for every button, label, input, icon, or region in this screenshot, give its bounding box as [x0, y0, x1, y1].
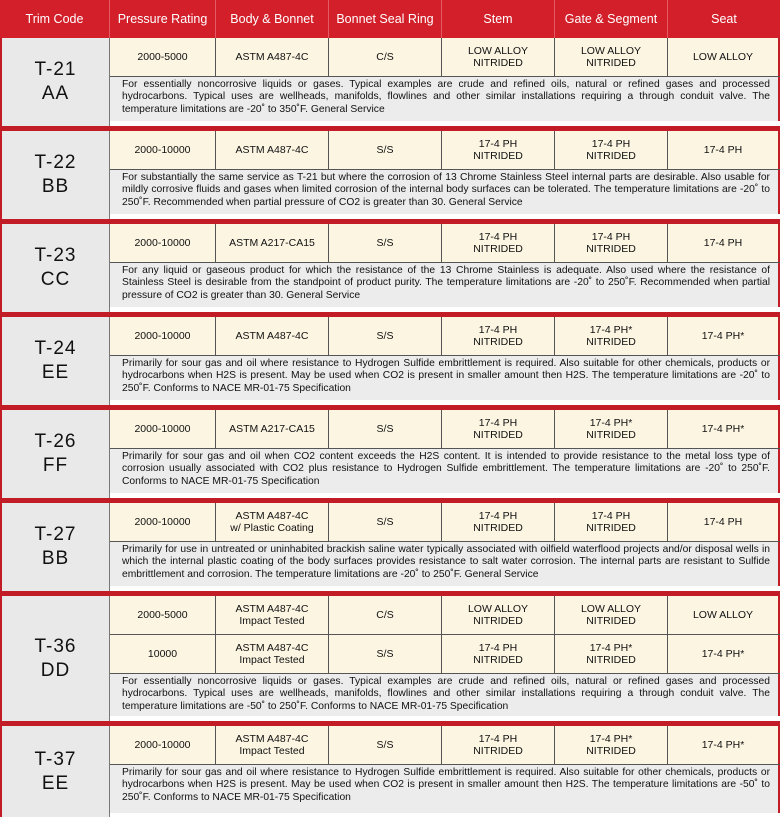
spec-row: [110, 410, 780, 449]
spec-row: [110, 503, 780, 542]
pressure-rating-cell: 2000-10000: [110, 131, 216, 169]
trim-details: [110, 224, 780, 312]
trim-letters: FF: [42, 455, 69, 476]
trim-code: T-37: [34, 748, 77, 770]
trim-details: [110, 38, 780, 126]
body-bonnet-cell: ASTM A487-4C: [216, 317, 329, 355]
stem-cell: 17-4 PH NITRIDED: [442, 635, 555, 673]
header-stem: Stem: [442, 0, 555, 38]
gate-segment-cell: 17-4 PH NITRIDED: [555, 131, 668, 169]
seat-cell: 17-4 PH: [668, 503, 780, 541]
trim-group: [0, 726, 780, 817]
trim-code: T-36: [34, 635, 77, 657]
trim-letters: CC: [40, 269, 71, 290]
stem-cell: LOW ALLOY NITRIDED: [442, 596, 555, 634]
trim-letters: EE: [41, 362, 70, 383]
trim-description: For essentially noncorrosive liquids or gases. Typical examples are crude and refined oils, natural or refined gases and processed hydrocarbons. Typical uses are wellheads, manifolds, flowlines and other similar installations requiring a through conduit valve. The temperature limitations are -20˚ to 350˚F. General Service: [110, 77, 780, 121]
trim-group: [0, 503, 780, 596]
trim-code: T-21: [34, 59, 77, 80]
spec-row: [110, 596, 780, 635]
bonnet-seal-ring-cell: C/S: [329, 38, 442, 76]
trim-code-cell: [0, 38, 110, 126]
bonnet-seal-ring-cell: S/S: [329, 410, 442, 448]
trim-description: For essentially noncorrosive liquids or gases. Typical examples are crude and refined oils, natural or refined gases and processed hydrocarbons. Typical uses are wellheads, manifolds, flowlines and other similar installations requiring a through conduit valve. The temperature limitations are -50˚ to 250˚F. Conforms to NACE MR-01-75 Specification: [110, 674, 780, 716]
spec-row: [110, 635, 780, 674]
pressure-rating-cell: 2000-5000: [110, 38, 216, 76]
body-bonnet-cell: ASTM A487-4C w/ Plastic Coating: [216, 503, 329, 541]
trim-groups: [0, 38, 780, 817]
gate-segment-cell: 17-4 PH* NITRIDED: [555, 410, 668, 448]
seat-cell: 17-4 PH*: [668, 410, 780, 448]
trim-details: [110, 131, 780, 219]
trim-letters: EE: [41, 772, 70, 794]
pressure-rating-cell: 2000-5000: [110, 596, 216, 634]
seat-cell: 17-4 PH: [668, 131, 780, 169]
pressure-rating-cell: 2000-10000: [110, 503, 216, 541]
seat-cell: 17-4 PH*: [668, 317, 780, 355]
trim-details: [110, 317, 780, 405]
bonnet-seal-ring-cell: S/S: [329, 635, 442, 673]
bonnet-seal-ring-cell: S/S: [329, 317, 442, 355]
trim-details: [110, 726, 780, 817]
body-bonnet-cell: ASTM A217-CA15: [216, 224, 329, 262]
header-gate-segment: Gate & Segment: [555, 0, 668, 38]
trim-code: T-27: [34, 524, 77, 545]
bonnet-seal-ring-cell: S/S: [329, 503, 442, 541]
trim-description: For substantially the same service as T-21 but where the corrosion of 13 Chrome Stainless Steel internal parts are desirable. Also usable for mildly corrosive fluids and gases when limited corrosion of the internal body surfaces can be tolerated. The temperature limitations are -20˚ to 250˚F. Recommended when partial pressure of CO2 is greater than 30. General Service: [110, 170, 780, 214]
trim-code-cell: [0, 224, 110, 312]
trim-group: [0, 317, 780, 410]
gate-segment-cell: LOW ALLOY NITRIDED: [555, 38, 668, 76]
spec-row: [110, 726, 780, 765]
trim-details: [110, 410, 780, 498]
trim-letters: BB: [41, 176, 70, 197]
body-bonnet-cell: ASTM A487-4C Impact Tested: [216, 596, 329, 634]
bonnet-seal-ring-cell: S/S: [329, 726, 442, 764]
trim-description: For any liquid or gaseous product for which the resistance of the 13 Chrome Stainless is adequate. Also used where the resistance of Stainless Steel is desirable from the standpoint of product purity. The temperature limitations are -20˚ to 250˚F. Recommended when partial pressure of CO2 is greater than 30. General Service: [110, 263, 780, 307]
trim-letters: BB: [41, 548, 70, 569]
trim-group: [0, 596, 780, 726]
trim-code-cell: [0, 317, 110, 405]
stem-cell: 17-4 PH NITRIDED: [442, 503, 555, 541]
header-pressure-rating: Pressure Rating: [110, 0, 216, 38]
seat-cell: 17-4 PH: [668, 224, 780, 262]
header-trim-code: Trim Code: [0, 0, 110, 38]
trim-code-cell: [0, 131, 110, 219]
trim-details: [110, 503, 780, 591]
trim-code: T-26: [34, 431, 77, 452]
trim-description: Primarily for sour gas and oil where resistance to Hydrogen Sulfide embrittlement is required. Also suitable for other chemicals, products or hydrocarbons when H2S is present. May be used when CO2 is present in smaller amount then H2S. The temperature limitations are -20˚ to 250˚F. Conforms to NACE MR-01-75 Specification: [110, 356, 780, 400]
trim-code-cell: [0, 410, 110, 498]
header-body-bonnet: Body & Bonnet: [216, 0, 329, 38]
stem-cell: 17-4 PH NITRIDED: [442, 410, 555, 448]
gate-segment-cell: 17-4 PH NITRIDED: [555, 503, 668, 541]
spec-row: [110, 224, 780, 263]
body-bonnet-cell: ASTM A487-4C: [216, 38, 329, 76]
pressure-rating-cell: 2000-10000: [110, 224, 216, 262]
pressure-rating-cell: 2000-10000: [110, 410, 216, 448]
seat-cell: 17-4 PH*: [668, 635, 780, 673]
gate-segment-cell: 17-4 PH NITRIDED: [555, 224, 668, 262]
trim-description: Primarily for sour gas and oil where resistance to Hydrogen Sulfide embrittlement is required. Also suitable for other chemicals, products or hydrocarbons when H2S is present. May be used when CO2 is present in smaller amount then H2S. The temperature limitations are -50˚ to 250˚F. Conforms to NACE MR-01-75 Specification: [110, 765, 780, 813]
stem-cell: LOW ALLOY NITRIDED: [442, 38, 555, 76]
pressure-rating-cell: 2000-10000: [110, 726, 216, 764]
trim-code: T-22: [34, 152, 77, 173]
trim-description: Primarily for sour gas and oil when CO2 content exceeds the H2S content. It is intended to provide resistance to the metal loss type of corrosion usually associated with CO2 plus resistance to Hydrogen Sulfide embrittlement. The temperature limitations are -20˚ to 250˚F. Conforms to NACE MR-01-75 Specification: [110, 449, 780, 493]
header-bonnet-seal-ring: Bonnet Seal Ring: [329, 0, 442, 38]
stem-cell: 17-4 PH NITRIDED: [442, 224, 555, 262]
stem-cell: 17-4 PH NITRIDED: [442, 726, 555, 764]
trim-code-cell: [0, 503, 110, 591]
gate-segment-cell: 17-4 PH* NITRIDED: [555, 635, 668, 673]
trim-letters: DD: [40, 659, 71, 681]
bonnet-seal-ring-cell: S/S: [329, 131, 442, 169]
header-seat: Seat: [711, 12, 737, 26]
stem-cell: 17-4 PH NITRIDED: [442, 317, 555, 355]
trim-code: T-24: [34, 338, 77, 359]
stem-cell: 17-4 PH NITRIDED: [442, 131, 555, 169]
body-bonnet-cell: ASTM A487-4C Impact Tested: [216, 726, 329, 764]
trim-code: T-23: [34, 245, 77, 266]
pressure-rating-cell: 2000-10000: [110, 317, 216, 355]
gate-segment-cell: 17-4 PH* NITRIDED: [555, 317, 668, 355]
spec-row: [110, 317, 780, 356]
gate-segment-cell: 17-4 PH* NITRIDED: [555, 726, 668, 764]
trim-code-cell: [0, 726, 110, 817]
bonnet-seal-ring-cell: C/S: [329, 596, 442, 634]
pressure-rating-cell: 10000: [110, 635, 216, 673]
body-bonnet-cell: ASTM A487-4C: [216, 131, 329, 169]
bonnet-seal-ring-cell: S/S: [329, 224, 442, 262]
body-bonnet-cell: ASTM A217-CA15: [216, 410, 329, 448]
seat-cell: LOW ALLOY: [668, 38, 780, 76]
trim-code-cell: [0, 596, 110, 721]
trim-details: [110, 596, 780, 721]
trim-group: [0, 224, 780, 317]
seat-cell: 17-4 PH*: [668, 726, 780, 764]
table-header-row: [0, 0, 780, 38]
spec-row: [110, 38, 780, 77]
seat-cell: LOW ALLOY: [668, 596, 780, 634]
spec-row: [110, 131, 780, 170]
gate-segment-cell: LOW ALLOY NITRIDED: [555, 596, 668, 634]
trim-description: Primarily for use in untreated or uninhabited brackish saline water typically associated with oilfield waterflood projects and/or disposal wells in which the internal plastic coating of the body surfaces provides resistance to salt water corrosion. The internal parts are resistant to Sulfide embrittlement and corrosion. The temperature limitations are -20˚ to 250˚F. General Service: [110, 542, 780, 586]
body-bonnet-cell: ASTM A487-4C Impact Tested: [216, 635, 329, 673]
trim-group: [0, 38, 780, 131]
trim-group: [0, 131, 780, 224]
trim-group: [0, 410, 780, 503]
trim-letters: AA: [41, 83, 70, 104]
